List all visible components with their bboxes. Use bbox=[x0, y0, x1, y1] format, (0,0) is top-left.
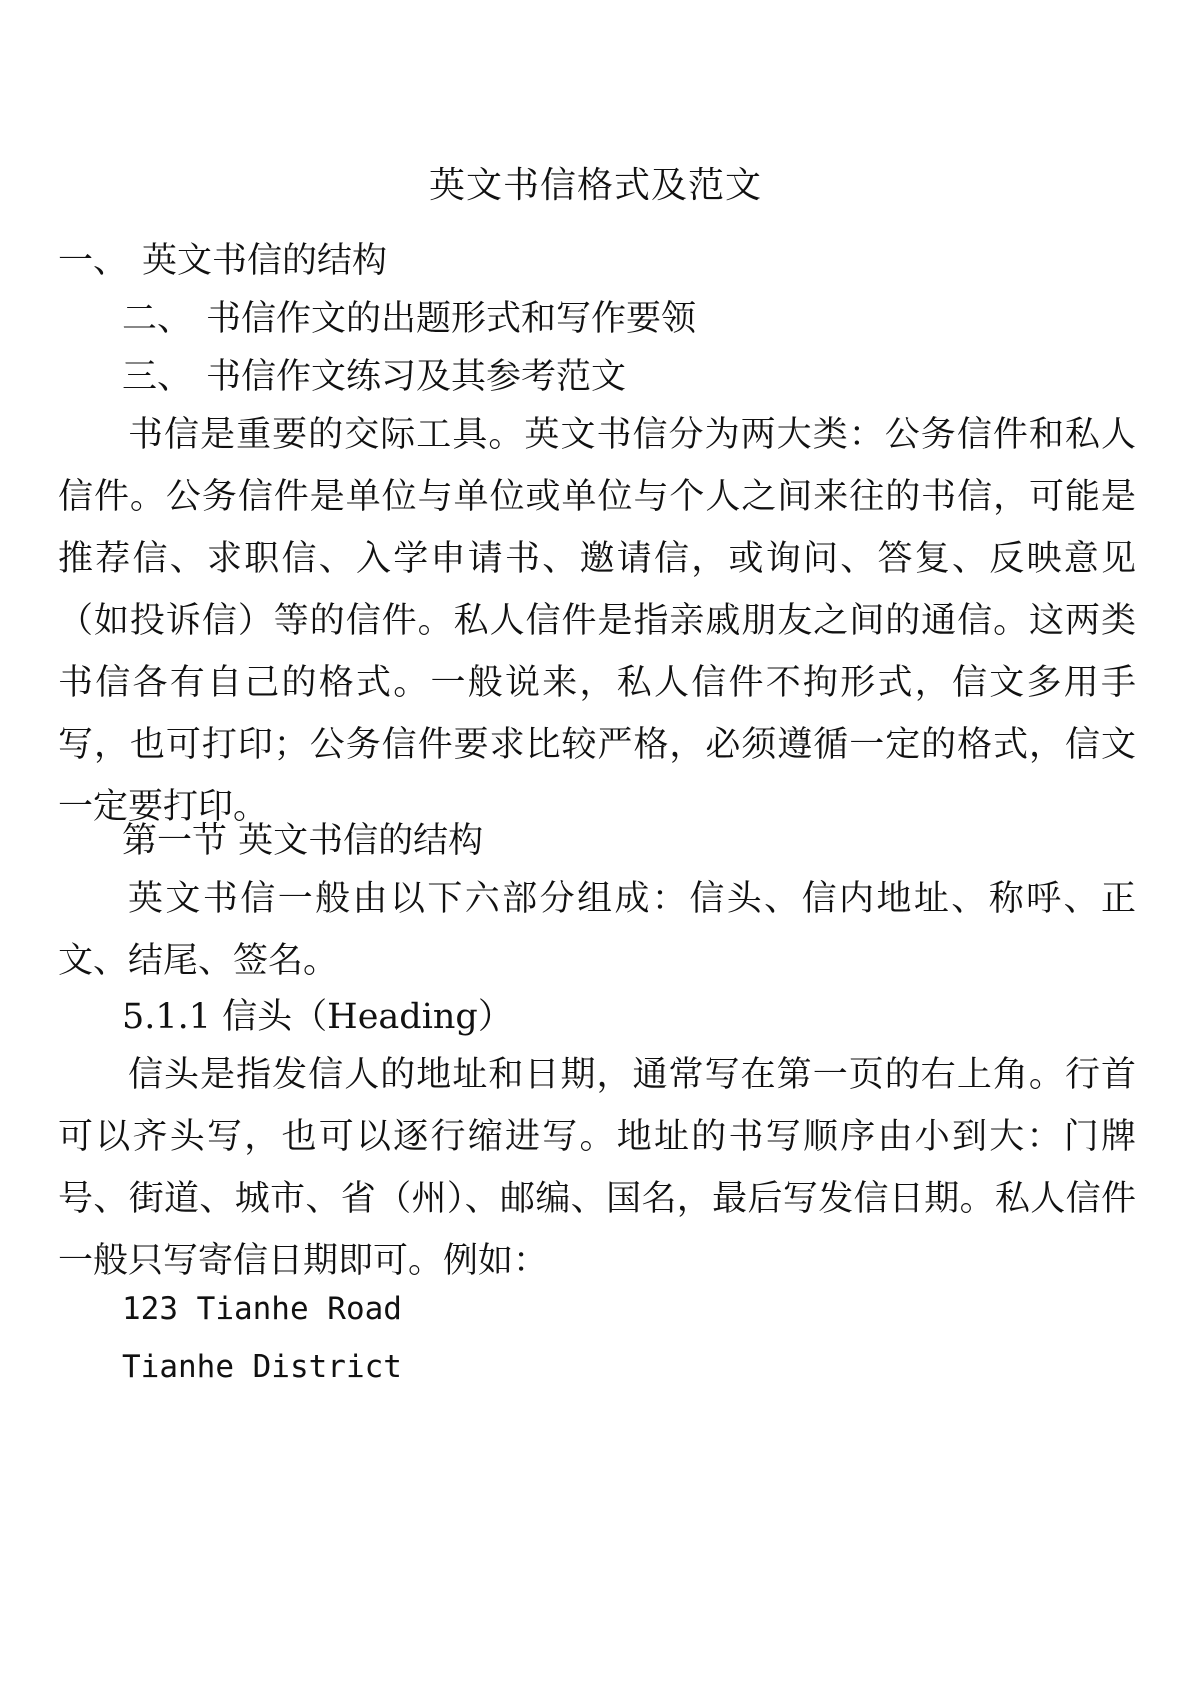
outline-item-1 bbox=[58, 230, 387, 292]
outline-number: 三、 bbox=[122, 357, 193, 397]
outline-number: 二、 bbox=[122, 299, 193, 339]
outline-item-2 bbox=[122, 288, 696, 350]
outline-number: 一、 bbox=[58, 241, 129, 281]
example-address-line-2: Tianhe District bbox=[122, 1349, 402, 1385]
example-address-line-1: 123 Tianhe Road bbox=[122, 1291, 402, 1327]
intro-paragraph: 书信是重要的交际工具。英文书信分为两大类：公务信件和私人信件。公务信件是单位与单位或单位与个人之间来往的书信，可能是推荐信、求职信、入学申请书、邀请信，或询问、答复、反映意见（如投诉信）等的信件。私人信件是指亲戚朋友之间的通信。这两类书信各有自己的格式。一般说来，私人信件不拘形式，信文多用手写，也可打印；公务信件要求比较严格，必须遵循一定的格式，信文一定要打印。 bbox=[58, 415, 1136, 827]
subsection-heading: 5.1.1 信头（Heading） bbox=[122, 997, 513, 1037]
outline-text: 书信作文练习及其参考范文 bbox=[206, 357, 627, 397]
outline-text: 英文书信的结构 bbox=[142, 241, 388, 281]
outline-text: 书信作文的出题形式和写作要领 bbox=[206, 299, 697, 339]
document-title: 英文书信格式及范文 bbox=[428, 165, 762, 206]
outline-item-3 bbox=[122, 346, 626, 408]
subsection-paragraph: 信头是指发信人的地址和日期，通常写在第一页的右上角。行首可以齐头写，也可以逐行缩进写。地址的书写顺序由小到大：门牌号、街道、城市、省（州）、邮编、国名，最后写发信日期。私人信件一般只写寄信日期即可。例如： bbox=[58, 1055, 1136, 1281]
section-paragraph: 英文书信一般由以下六部分组成：信头、信内地址、称呼、正文、结尾、签名。 bbox=[58, 879, 1136, 981]
section-heading: 第一节 英文书信的结构 bbox=[122, 821, 484, 861]
